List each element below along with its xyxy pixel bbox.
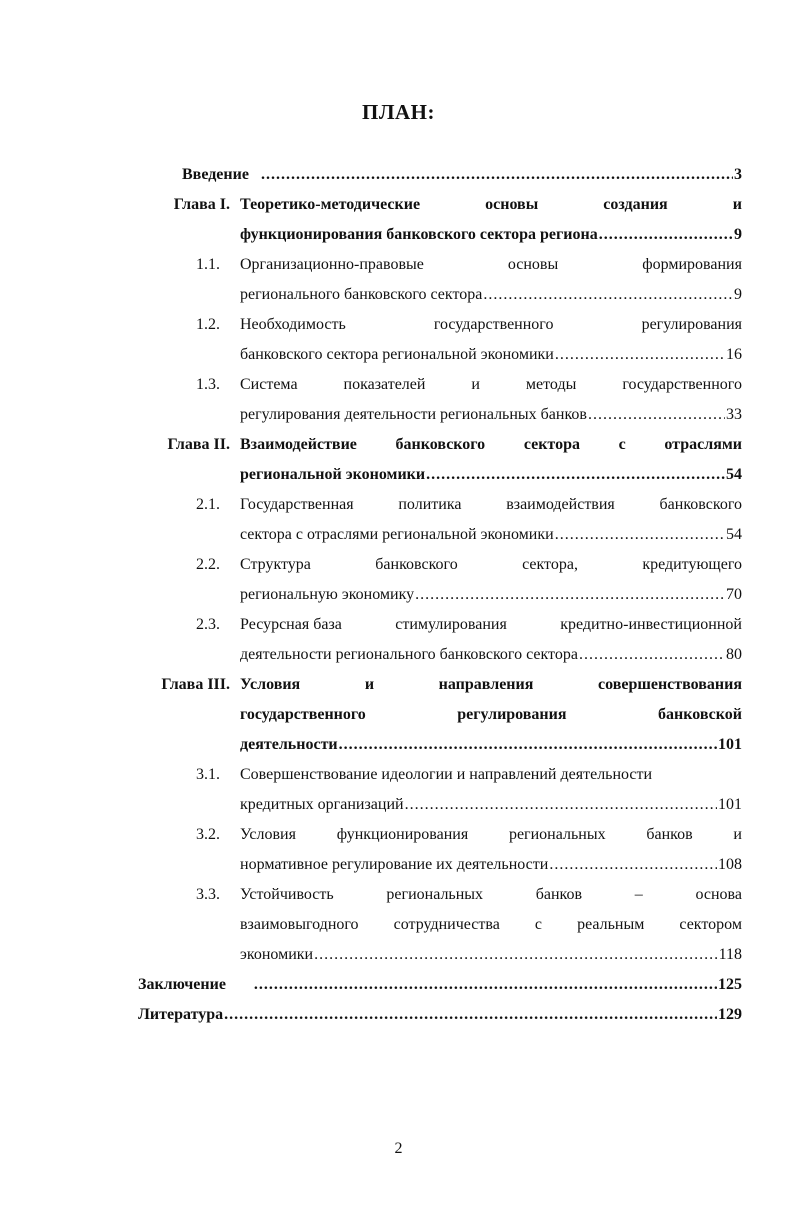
toc-entry-s33-line2 [240, 910, 742, 940]
toc-text: деятельности регионального банковского сектора [240, 646, 578, 663]
toc-entry-s31-line1: Совершенствование идеологии и направлений деятельности [240, 766, 653, 783]
leader-dots [254, 970, 717, 1000]
leader-dots [426, 460, 725, 490]
word: и [733, 826, 742, 843]
word: – [634, 886, 643, 903]
section-number: 2.3. [196, 616, 220, 633]
word: Условия [240, 826, 296, 843]
word: региональных [508, 826, 606, 843]
word: региональных [386, 886, 484, 903]
word: государственного [240, 706, 366, 723]
section-number: 3.1. [196, 766, 220, 783]
word: Необходимость [240, 316, 346, 333]
toc-page: 54 [726, 466, 742, 483]
leader-dots [483, 280, 733, 310]
toc-entry-s23-line2 [240, 640, 742, 670]
word: функционирования [336, 826, 469, 843]
word: отраслями [664, 436, 742, 453]
section-number: 1.2. [196, 316, 220, 333]
word: Организационно-правовые [240, 256, 424, 273]
chapter-label: Глава III. [161, 676, 230, 693]
toc-page: 108 [718, 856, 742, 873]
toc-entry-ch3-line2 [240, 700, 742, 730]
toc-entry-s12-line1 [240, 310, 742, 340]
word: Государственная [240, 496, 354, 513]
toc-entry-s32-line2 [240, 850, 742, 880]
leader-dots [555, 520, 725, 550]
leader-dots [224, 1000, 717, 1030]
word: кредитующего [642, 556, 742, 573]
leader-dots [555, 340, 725, 370]
toc-entry-intro [182, 160, 742, 190]
toc-text: региональную экономику [240, 586, 415, 603]
word: Система [240, 376, 298, 393]
leader-dots [579, 640, 725, 670]
word: Взаимодействие [240, 436, 357, 453]
leader-dots [339, 730, 717, 760]
toc-page: 125 [718, 976, 742, 993]
toc-entry-s13-line2 [240, 400, 742, 430]
word: основа [695, 886, 742, 903]
word: с [618, 436, 626, 453]
toc-entry-s11-line2 [240, 280, 742, 310]
word: стимулирования [395, 616, 507, 633]
toc-text: кредитных организаций [240, 796, 404, 813]
toc-entry-ch2-line2 [240, 460, 742, 490]
toc-text: регулирования деятельности региональных банков [240, 406, 587, 423]
word: с [534, 916, 542, 933]
section-number: 1.1. [196, 256, 220, 273]
word: сектором [679, 916, 742, 933]
word: банковского [395, 436, 486, 453]
word: государственного [433, 316, 554, 333]
word: и [364, 676, 375, 693]
toc-page: 118 [718, 946, 742, 963]
toc-text: сектора с отраслями региональной экономики [240, 526, 554, 543]
toc-entry-s33-line3 [240, 940, 742, 970]
word: основы [485, 196, 539, 213]
toc-text: нормативное регулирование их деятельности [240, 856, 549, 873]
word: основы [507, 256, 559, 273]
word: формирования [642, 256, 742, 273]
toc-entry-s13-line1 [240, 370, 742, 400]
toc-text: функционирования банковского сектора региона [240, 226, 598, 243]
toc-label: Введение [182, 166, 249, 183]
toc-entry-ch1-line1 [240, 190, 742, 220]
word: сектора, [522, 556, 578, 573]
word: банковского [659, 496, 742, 513]
word: регулирования [641, 316, 742, 333]
section-number: 1.3. [196, 376, 220, 393]
word: Теоретико-методические [240, 196, 421, 213]
toc-entry-ch1-line2 [240, 220, 742, 250]
word: взаимовыгодного [240, 916, 359, 933]
chapter-label: Глава I. [173, 196, 230, 213]
toc-entry-s31-line2 [240, 790, 742, 820]
word: регулирования [457, 706, 567, 723]
leader-dots [599, 220, 733, 250]
section-number: 2.2. [196, 556, 220, 573]
word: сектора [523, 436, 580, 453]
leader-dots [588, 400, 725, 430]
toc-page: 3 [734, 166, 742, 183]
toc-label: Литература [138, 1006, 224, 1023]
word: направления [438, 676, 534, 693]
word: Устойчивость [240, 886, 334, 903]
toc-entry-s21-line2 [240, 520, 742, 550]
toc-page: 33 [726, 406, 742, 423]
word: государственного [622, 376, 742, 393]
section-number: 2.1. [196, 496, 220, 513]
toc-text: региональной экономики [240, 466, 426, 483]
leader-dots [314, 940, 717, 970]
leader-dots [549, 850, 717, 880]
leader-dots [261, 160, 733, 190]
toc-entry-s23-line1 [240, 610, 742, 640]
toc-text: банковского сектора региональной экономики [240, 346, 554, 363]
toc-text: экономики [240, 946, 314, 963]
toc-entry-s21-line1 [240, 490, 742, 520]
toc-entry-s22-line1 [240, 550, 742, 580]
toc-entry-conclusion [138, 970, 742, 1000]
word: Структура [240, 556, 311, 573]
toc-page: 101 [718, 736, 742, 753]
leader-dots [415, 580, 725, 610]
word: и [732, 196, 742, 213]
toc-page: 54 [726, 526, 742, 543]
toc-page: 129 [718, 1006, 742, 1023]
word: показателей [343, 376, 426, 393]
toc-page: 9 [734, 226, 742, 243]
word: банков [535, 886, 583, 903]
toc-entry-ch3-line1 [240, 670, 742, 700]
word: банковской [657, 706, 742, 723]
toc-entry-s22-line2 [240, 580, 742, 610]
word: и [471, 376, 480, 393]
toc-page: 101 [718, 796, 742, 813]
page-number: 2 [394, 1140, 403, 1157]
toc-page: 16 [726, 346, 742, 363]
word: кредитно-инвестиционной [560, 616, 742, 633]
word: банковского [375, 556, 458, 573]
word: методы [525, 376, 577, 393]
word: совершенствования [598, 676, 742, 693]
word: Ресурсная база [240, 616, 342, 633]
toc-entry-ch2-line1 [240, 430, 742, 460]
page-title: ПЛАН: [362, 100, 435, 124]
toc-text: регионального банковского сектора [240, 286, 483, 303]
chapter-label: Глава II. [167, 436, 230, 453]
toc-entry-ch3-line3 [240, 730, 742, 760]
word: политика [398, 496, 462, 513]
leader-dots [405, 790, 717, 820]
section-number: 3.3. [196, 886, 220, 903]
toc-entry-s32-line1 [240, 820, 742, 850]
toc-page: 80 [726, 646, 742, 663]
word: банков [646, 826, 693, 843]
toc-entry-literature [138, 1000, 742, 1030]
toc-text: деятельности [240, 736, 338, 753]
toc-entry-s33-line1 [240, 880, 742, 910]
toc-label: Заключение [138, 976, 226, 993]
section-number: 3.2. [196, 826, 220, 843]
word: взаимодействия [506, 496, 615, 513]
word: создания [603, 196, 668, 213]
word: Условия [240, 676, 301, 693]
toc-page: 70 [726, 586, 742, 603]
toc-entry-s11-line1 [240, 250, 742, 280]
toc-page: 9 [734, 286, 742, 303]
word: реальным [577, 916, 645, 933]
word: сотрудничества [393, 916, 500, 933]
toc-entry-s12-line2 [240, 340, 742, 370]
